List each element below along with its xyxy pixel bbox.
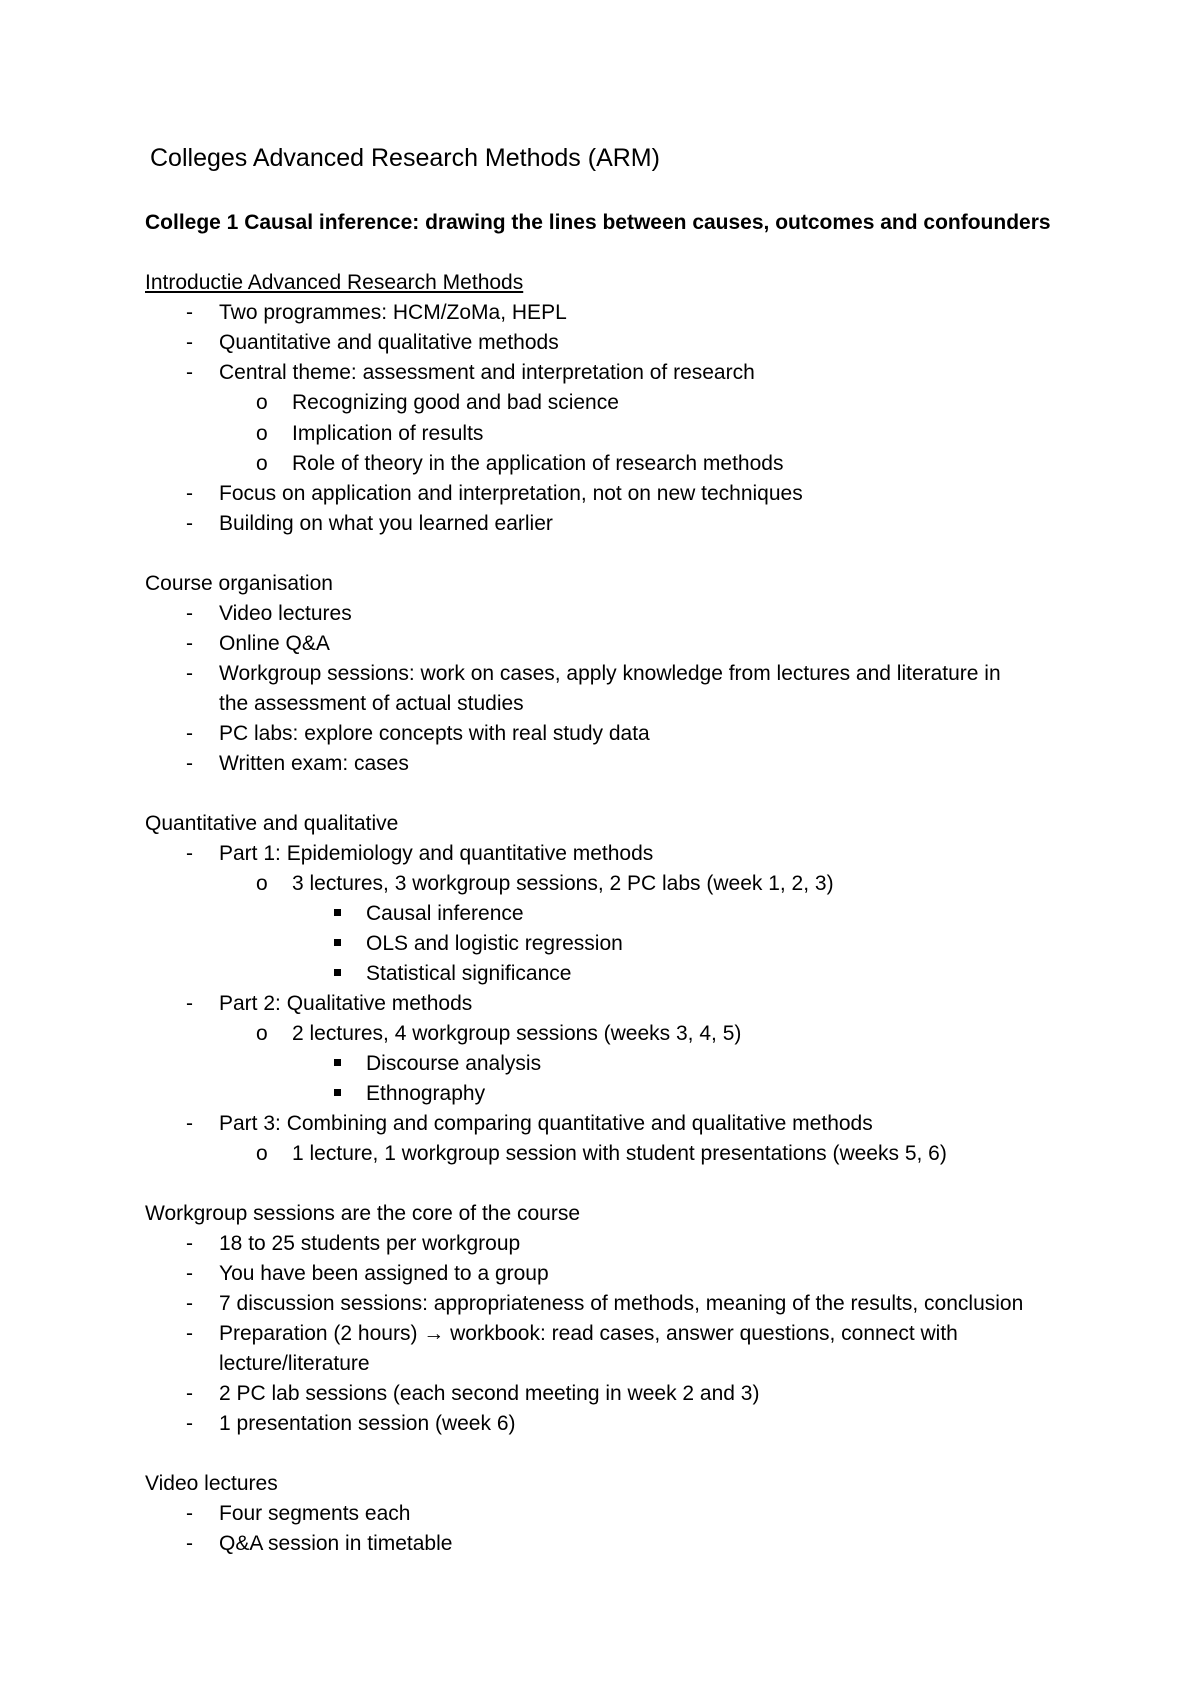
list-item: Preparation (2 hours) → workbook: read cases, answer questions, connect with (219, 1322, 958, 1345)
list-item: 1 lecture, 1 workgroup session with student presentations (weeks 5, 6) (292, 1142, 947, 1165)
dash-bullet: - (186, 361, 193, 384)
dash-bullet: - (186, 842, 193, 865)
dash-bullet: - (186, 1502, 193, 1525)
list-item: Quantitative and qualitative methods (219, 331, 559, 354)
square-bullet (334, 969, 341, 976)
list-item: Recognizing good and bad science (292, 391, 619, 414)
list-item: 7 discussion sessions: appropriateness of methods, meaning of the results, conclusion (219, 1292, 1024, 1315)
dash-bullet: - (186, 1412, 193, 1435)
college-heading: College 1 Causal inference: drawing the lines between causes, outcomes and confounders (145, 211, 1051, 234)
dash-bullet: - (186, 1262, 193, 1285)
dash-bullet: - (186, 1532, 193, 1555)
list-item: 2 lectures, 4 workgroup sessions (weeks 3, 4, 5) (292, 1022, 742, 1045)
list-item: Implication of results (292, 422, 484, 445)
list-item: Four segments each (219, 1502, 411, 1525)
list-item: Part 1: Epidemiology and quantitative methods (219, 842, 654, 865)
list-item: Video lectures (219, 602, 352, 625)
list-item-continuation: lecture/literature (219, 1352, 370, 1375)
circle-bullet: o (256, 422, 268, 445)
dash-bullet: - (186, 1232, 193, 1255)
square-bullet (334, 939, 341, 946)
dash-bullet: - (186, 1322, 193, 1345)
dash-bullet: - (186, 1292, 193, 1315)
list-item: You have been assigned to a group (219, 1262, 549, 1285)
dash-bullet: - (186, 1112, 193, 1135)
dash-bullet: - (186, 301, 193, 324)
list-item: Central theme: assessment and interpretation of research (219, 361, 755, 384)
list-item: Workgroup sessions: work on cases, apply knowledge from lectures and literature in (219, 662, 1001, 685)
circle-bullet: o (256, 872, 268, 895)
list-item: Focus on application and interpretation, not on new techniques (219, 482, 803, 505)
list-item: Part 3: Combining and comparing quantitative and qualitative methods (219, 1112, 873, 1135)
circle-bullet: o (256, 1022, 268, 1045)
list-item: Two programmes: HCM/ZoMa, HEPL (219, 301, 567, 324)
square-bullet (334, 1089, 341, 1096)
section-heading-workgroup-sessions: Workgroup sessions are the core of the course (145, 1202, 581, 1225)
list-item: Discourse analysis (366, 1052, 542, 1075)
list-item: 2 PC lab sessions (each second meeting in week 2 and 3) (219, 1382, 760, 1405)
section-heading-quantitative-qualitative: Quantitative and qualitative (145, 812, 399, 835)
dash-bullet: - (186, 632, 193, 655)
dash-bullet: - (186, 602, 193, 625)
list-item: Part 2: Qualitative methods (219, 992, 473, 1015)
circle-bullet: o (256, 452, 268, 475)
section-heading-video-lectures: Video lectures (145, 1472, 278, 1495)
list-item: OLS and logistic regression (366, 932, 623, 955)
list-item: Role of theory in the application of research methods (292, 452, 784, 475)
list-item: 18 to 25 students per workgroup (219, 1232, 521, 1255)
dash-bullet: - (186, 662, 193, 685)
list-item-continuation: the assessment of actual studies (219, 692, 524, 715)
square-bullet (334, 909, 341, 916)
dash-bullet: - (186, 512, 193, 535)
dash-bullet: - (186, 992, 193, 1015)
list-item: 3 lectures, 3 workgroup sessions, 2 PC labs (week 1, 2, 3) (292, 872, 834, 895)
document-title: Colleges Advanced Research Methods (ARM) (150, 144, 660, 172)
circle-bullet: o (256, 1142, 268, 1165)
list-item: Causal inference (366, 902, 524, 925)
dash-bullet: - (186, 482, 193, 505)
square-bullet (334, 1059, 341, 1066)
section-heading-introductie: Introductie Advanced Research Methods (145, 271, 524, 294)
list-item: Written exam: cases (219, 752, 409, 775)
list-item: 1 presentation session (week 6) (219, 1412, 516, 1435)
dash-bullet: - (186, 722, 193, 745)
circle-bullet: o (256, 391, 268, 414)
list-item: Q&A session in timetable (219, 1532, 453, 1555)
list-item: Online Q&A (219, 632, 330, 655)
section-heading-course-organisation: Course organisation (145, 572, 333, 595)
list-item: Ethnography (366, 1082, 486, 1105)
dash-bullet: - (186, 331, 193, 354)
list-item: PC labs: explore concepts with real study data (219, 722, 650, 745)
dash-bullet: - (186, 1382, 193, 1405)
list-item: Statistical significance (366, 962, 572, 985)
list-item: Building on what you learned earlier (219, 512, 553, 535)
dash-bullet: - (186, 752, 193, 775)
